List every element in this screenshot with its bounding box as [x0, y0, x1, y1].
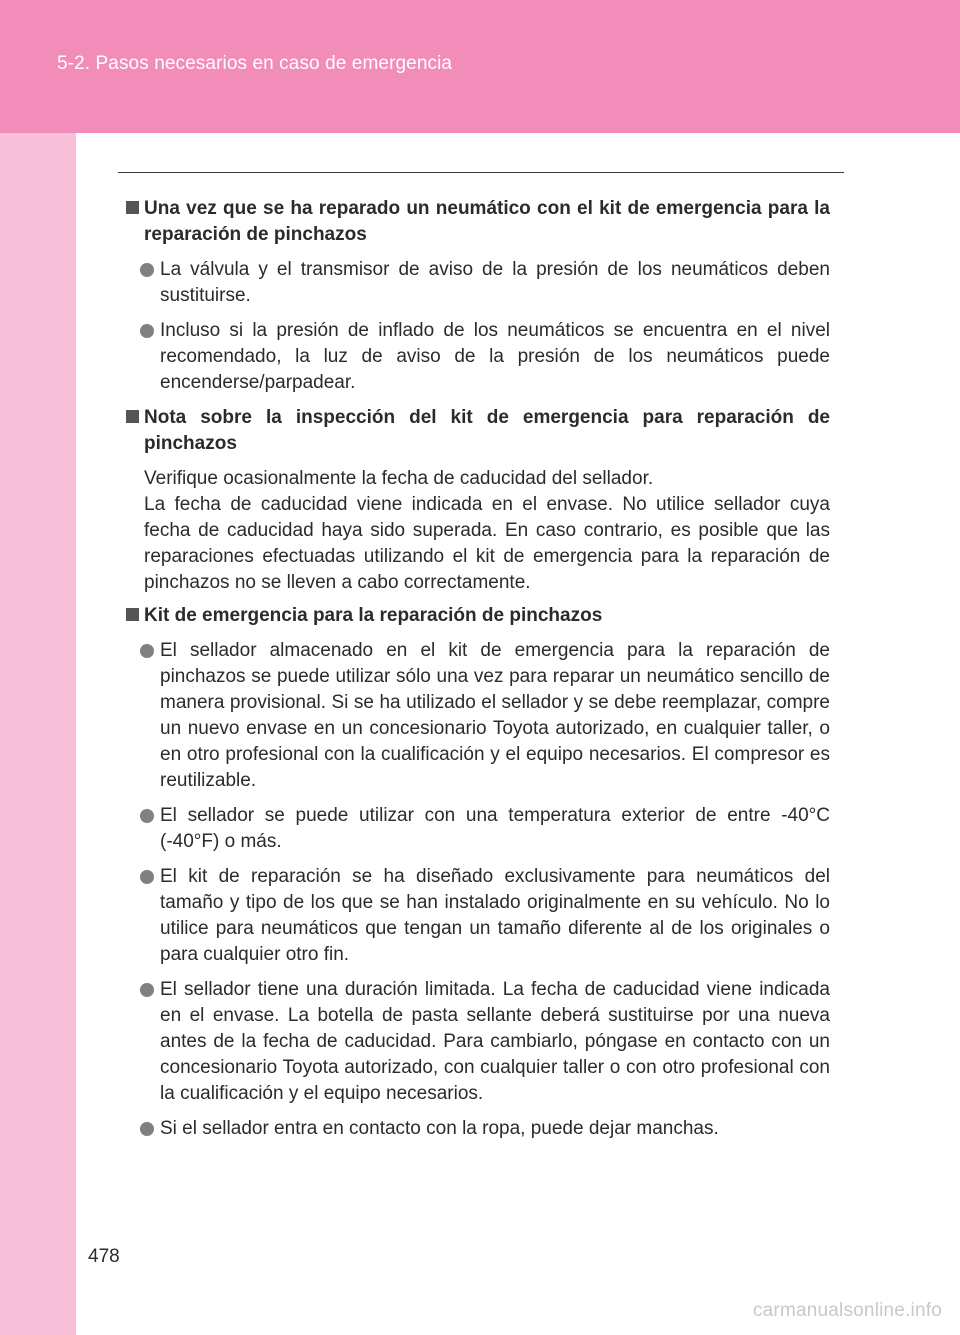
section-title: 5-2. Pasos necesarios en caso de emergencia	[57, 53, 453, 74]
square-bullet-icon	[126, 410, 139, 423]
list-item	[126, 864, 830, 968]
paragraph	[126, 466, 830, 596]
watermark: carmanualsonline.info	[752, 1300, 942, 1321]
list-item-text: El kit de reparación se ha diseñado exclusivamente para neumáticos del tamaño y tipo de los que se han instalado originalmente en su vehículo. No lo utilice para neumáticos que tengan un tamaño diferente al de los originales o para cualquier otro fin.	[160, 866, 830, 965]
list-item-text: El sellador tiene una duración limitada. La fecha de caducidad viene indicada en el envase. La botella de pasta sellante deberá sustituirse por una nueva antes de la fecha de caducidad. Para cambiarlo, póngase en contacto con un concesionario Toyota autorizado, con cualquier taller o con otro profesional con la cualificación y el equipo necesarios.	[160, 979, 830, 1104]
square-bullet-icon	[126, 201, 139, 214]
circle-bullet-icon	[140, 644, 154, 658]
section-heading	[126, 405, 830, 457]
section-heading	[126, 603, 830, 629]
main-content	[126, 196, 830, 1151]
list-item-text: La válvula y el transmisor de aviso de la presión de los neumáticos deben sustituirse.	[160, 259, 830, 306]
square-bullet-icon	[126, 608, 139, 621]
circle-bullet-icon	[140, 1122, 154, 1136]
list-item	[126, 977, 830, 1107]
divider-rule	[118, 172, 844, 173]
section-repair-kit	[126, 603, 830, 1142]
circle-bullet-icon	[140, 809, 154, 823]
side-band	[0, 133, 76, 1335]
list-item	[126, 803, 830, 855]
circle-bullet-icon	[140, 870, 154, 884]
heading-text: Nota sobre la inspección del kit de emergencia para reparación de pinchazos	[144, 407, 830, 454]
list-item-text: El sellador almacenado en el kit de emergencia para la reparación de pinchazos se puede utilizar sólo una vez para reparar un neumático sencillo de manera provisional. Si se ha utilizado el sellador y se debe reemplazar, compre un nuevo envase en un concesionario Toyota autorizado, en cualquier taller, o en otro profesional con la cualificación y el equipo necesarios. El compresor es reutilizable.	[160, 640, 830, 791]
page-number: 478	[88, 1246, 120, 1267]
list-item	[126, 318, 830, 396]
circle-bullet-icon	[140, 324, 154, 338]
list-item-text: Si el sellador entra en contacto con la ropa, puede dejar manchas.	[160, 1118, 719, 1139]
list-item	[126, 257, 830, 309]
circle-bullet-icon	[140, 983, 154, 997]
list-item-text: Incluso si la presión de inflado de los neumáticos se encuentra en el nivel recomendado, la luz de aviso de la presión de los neumáticos puede encenderse/parpadear.	[160, 320, 830, 393]
list-item-text: El sellador se puede utilizar con una temperatura exterior de entre -40°C (-40°F) o más.	[160, 805, 830, 852]
section-kit-inspection	[126, 405, 830, 596]
heading-text: Kit de emergencia para la reparación de pinchazos	[144, 605, 603, 626]
list-item	[126, 638, 830, 794]
section-heading	[126, 196, 830, 248]
paragraph-line: Verifique ocasionalmente la fecha de caducidad del sellador.	[144, 468, 654, 489]
circle-bullet-icon	[140, 263, 154, 277]
paragraph-line: La fecha de caducidad viene indicada en el envase. No utilice sellador cuya fecha de caducidad haya sido superada. En caso contrario, es posible que las reparaciones efectuadas utilizando el kit de emergencia para la reparación de pinchazos no se lleven a cabo correctamente.	[144, 494, 830, 593]
heading-text: Una vez que se ha reparado un neumático con el kit de emergencia para la reparación de pinchazos	[144, 198, 830, 245]
list-item	[126, 1116, 830, 1142]
section-repaired-tire	[126, 196, 830, 396]
